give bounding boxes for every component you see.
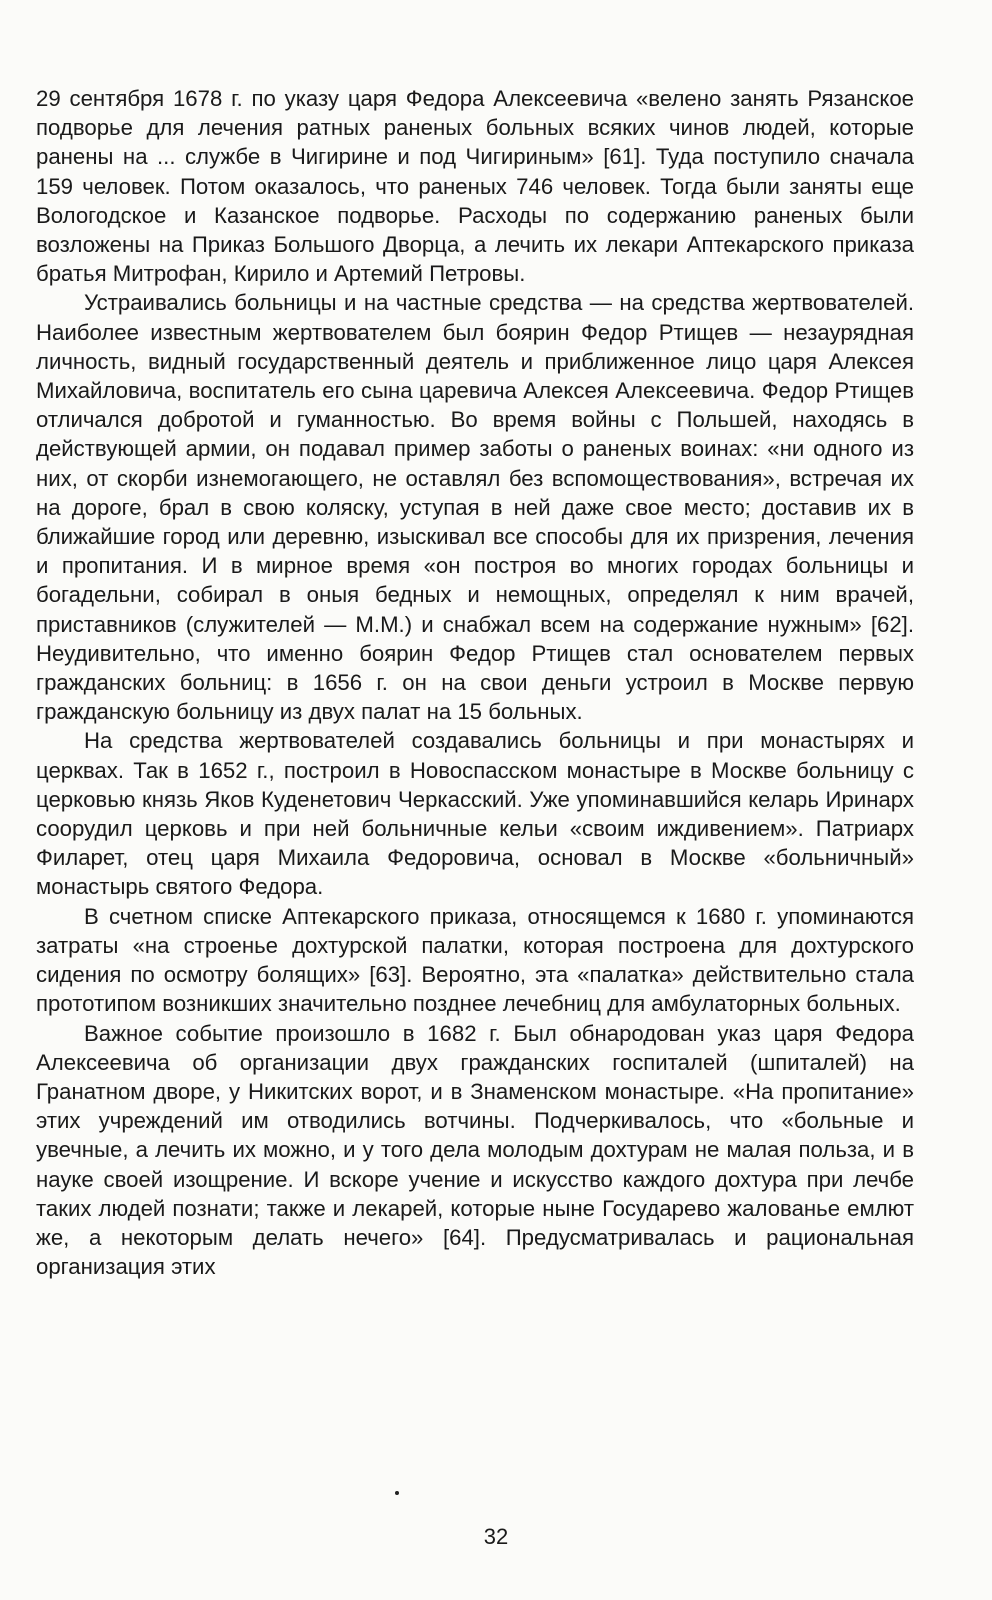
paragraph-4: В счетном списке Аптекарского приказа, относящемся к 1680 г. упоминаются затраты «на строенье дохтурской палатки, которая построена для дохтурского сидения по осмотру болящих» [63]. Вероятно, эта «палатка» действительно стала прототипом возникших значительно позднее лечебниц для амбулаторных больных. bbox=[36, 903, 914, 1017]
paragraph-2: Устраивались больницы и на частные средства — на средства жертвователей. Наиболее известным жертвователем был боярин Федор Ртищев — незаурядная личность, видный государственный деятель и приближенное лицо царя Алексея Михайловича, воспитатель его сына царевича Алексея Алексеевича. Федор Ртищев отличался добротой и гуманностью. Во время войны с Польшей, находясь в действующей армии, он подавал пример заботы о раненых воинах: «ни одного из них, от скорби изнемогающего, не оставлял без вспомоществования», встречая их на дороге, брал в свою коляску, уступая в ней даже свое место; доставив их в ближайшие город или деревню, изыскивал все способы для их призрения, лечения и пропитания. И в мирное время «он построя во многих городах больницы и богадельни, собирал в оныя бедных и немощных, определял к ним врачей, приставников (служителей — М.М.) и снабжал всем на содержание нужным» [62]. Неудивительно, что именно боярин Федор Ртищев стал основателем первых гражданских больниц: в 1656 г. он на свои деньги устроил в Москве первую гражданскую больницу из двух палат на 15 больных. bbox=[36, 290, 914, 725]
paragraph-5: Важное событие произошло в 1682 г. Был обнародован указ царя Федора Алексеевича об организации двух гражданских госпиталей (шпиталей) на Гранатном дворе, у Никитских ворот, и в Знаменском монастыре. «На пропитание» этих учреждений им отводились вотчины. Подчеркивалось, что «больные и увечные, а лечить их можно, и у того дела молодым дохтурам не малая польза, и в науке своей изощрение. И вскоре учение и искусство каждого дохтура при лечбе таких людей познати; также и лекарей, которые ныне Государево жалованье емлют же, а некоторым делать нечего» [64]. Предусматривалась и рациональная организация этих bbox=[36, 1020, 914, 1280]
body-text bbox=[36, 84, 914, 1281]
paragraph-3: На средства жертвователей создавались больницы и при монастырях и церквах. Так в 1652 г., построил в Новоспасском монастыре в Москве больницу с церковью князь Яков Куденетович Черкасский. Уже упоминавшийся келарь Иринарх соорудил церковь и при ней больничные кельи «своим иждивением». Патриарх Филарет, отец царя Михаила Федоровича, основал в Москве «больничный» монастырь святого Федора. bbox=[36, 728, 914, 900]
page-number: 32 bbox=[483, 1524, 509, 1549]
print-speck bbox=[395, 1491, 399, 1495]
paragraph-1: 29 сентября 1678 г. по указу царя Федора Алексеевича «велено занять Рязанское подворье для лечения ратных раненых больных всяких чинов людей, которые ранены на ... службе в Чигирине и под Чигириным» [61]. Туда поступило сначала 159 человек. Потом оказалось, что раненых 746 человек. Тогда были заняты еще Вологодское и Казанское подворье. Расходы по содержанию раненых были возложены на Приказ Большого Дворца, а лечить их лекари Аптекарского приказа братья Митрофан, Кирило и Артемий Петровы. bbox=[36, 86, 914, 287]
